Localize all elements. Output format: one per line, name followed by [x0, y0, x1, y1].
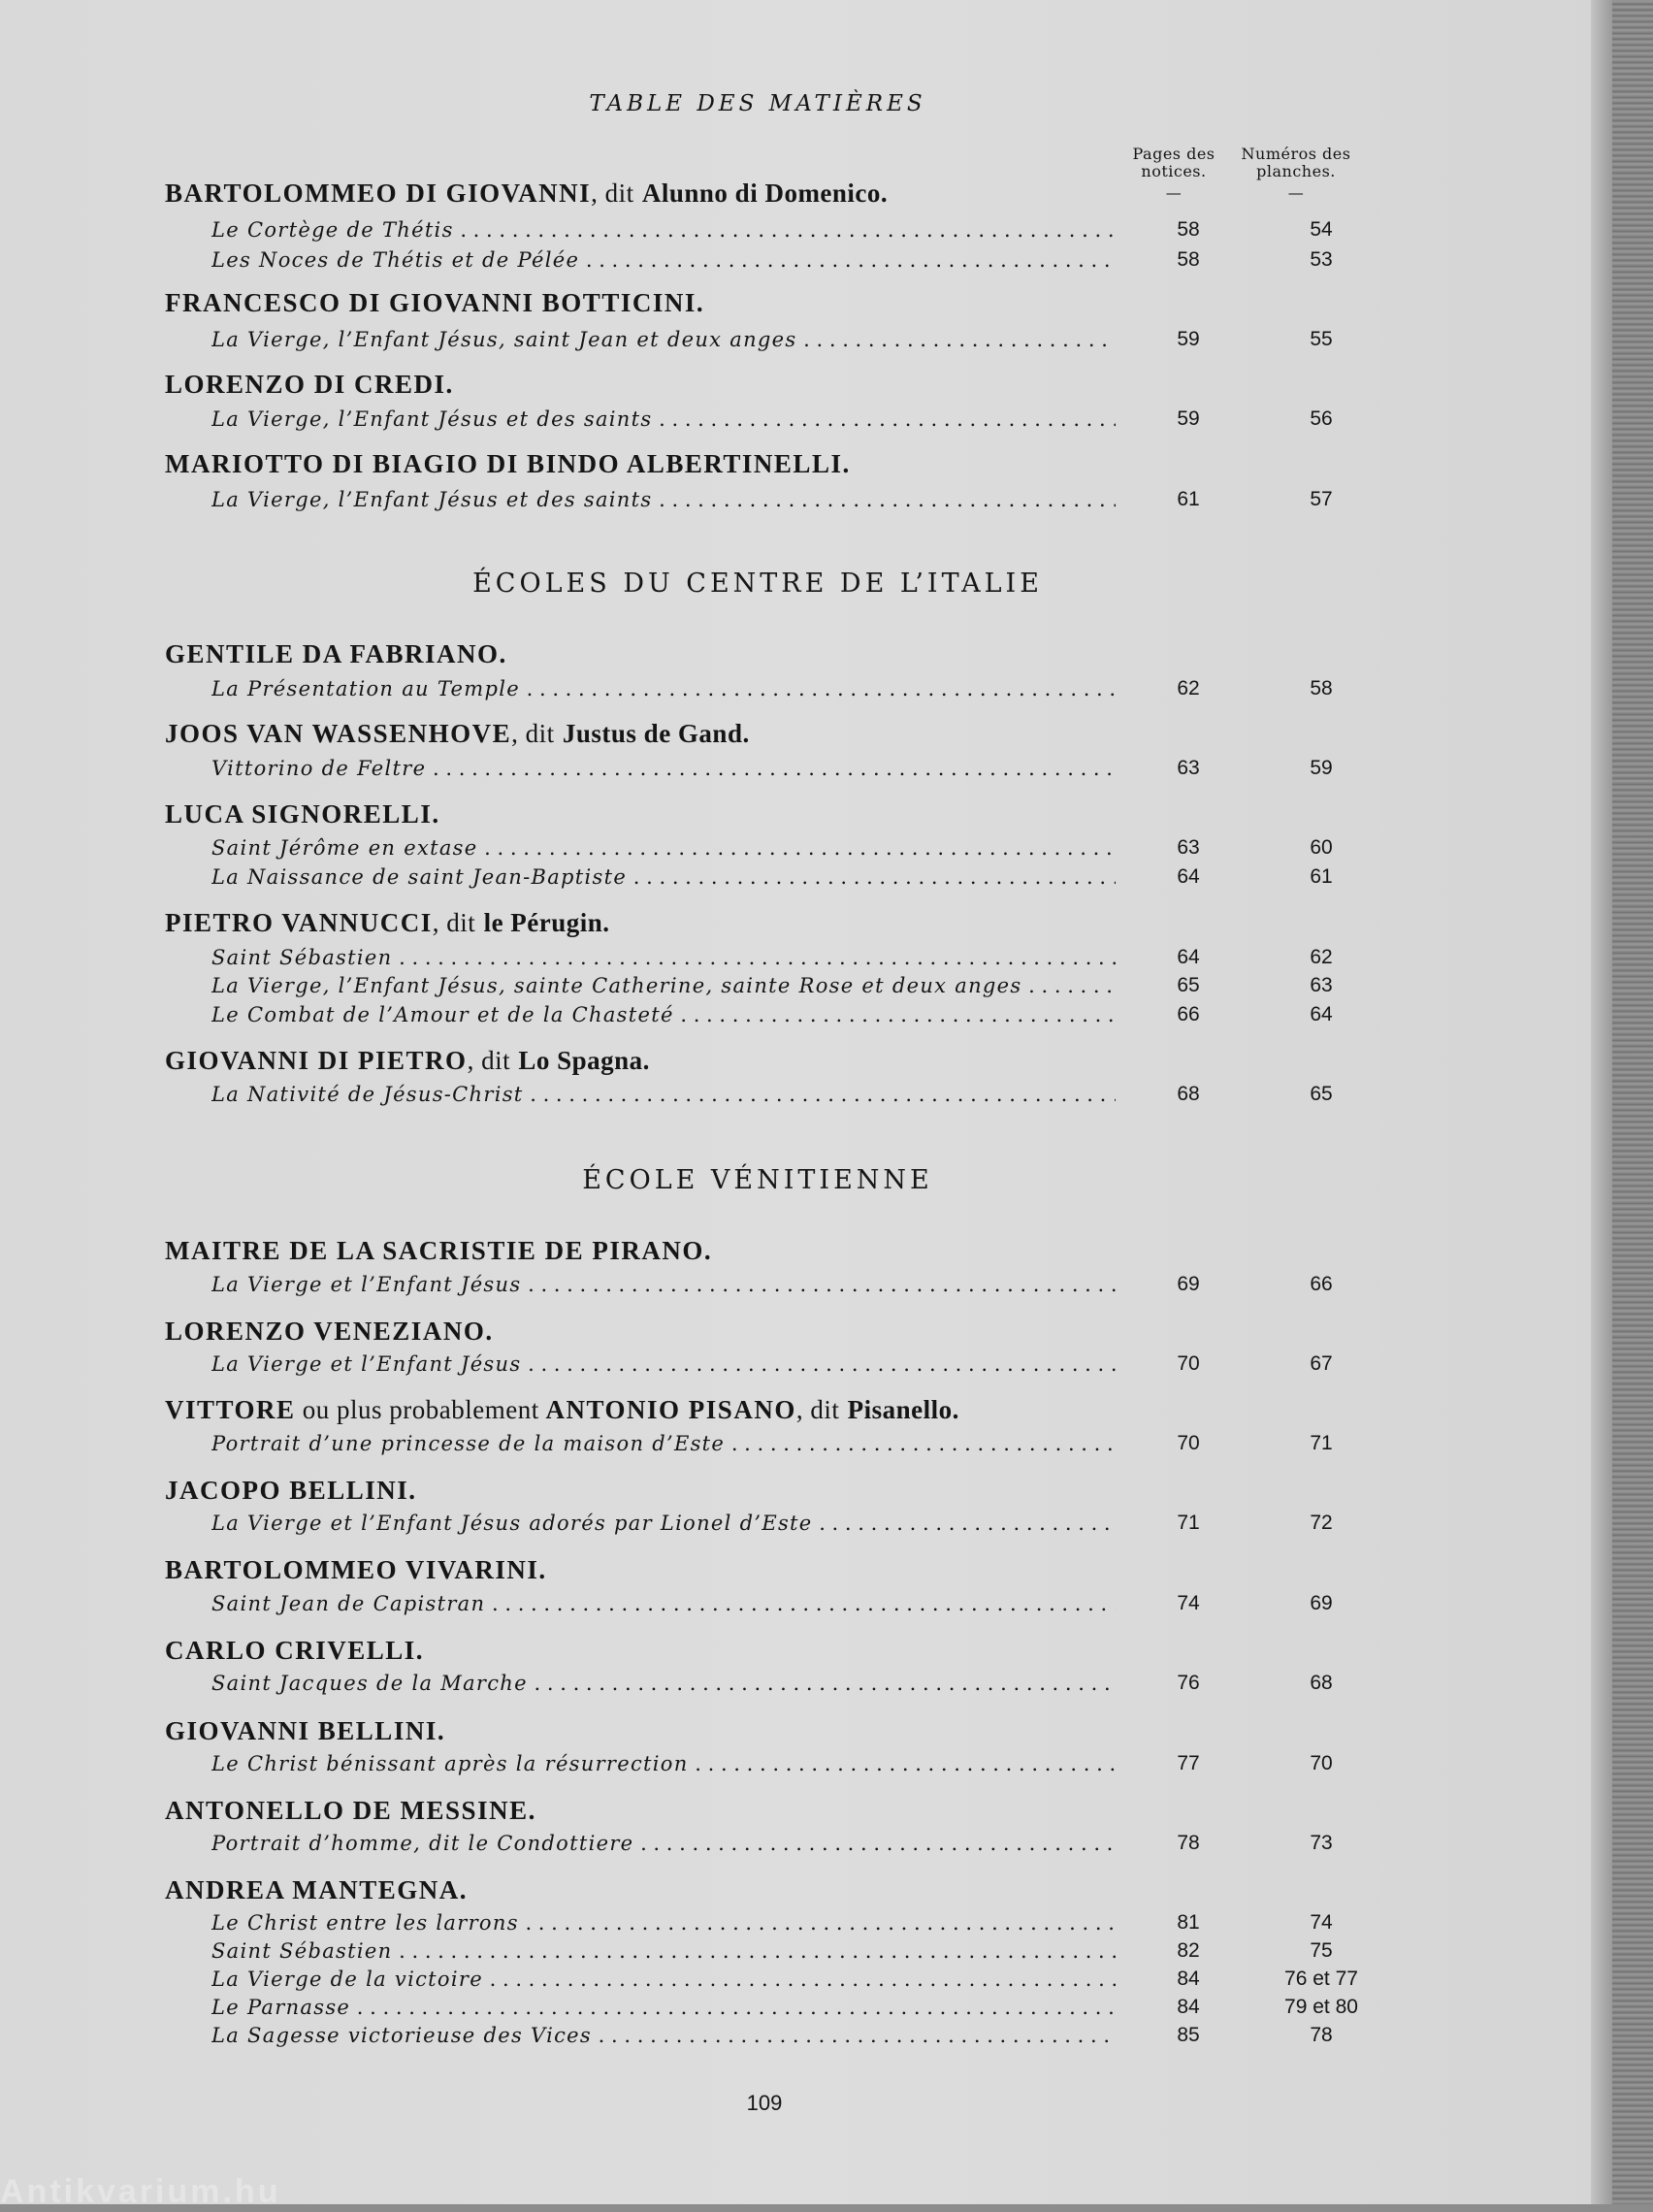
artist-name: MAITRE DE LA SACRISTIE DE PIRANO.	[165, 1236, 713, 1265]
entry-title: La Vierge, l’Enfant Jésus, saint Jean et deux anges . . .	[211, 328, 1116, 357]
entry-plate: 66	[1310, 1273, 1333, 1295]
toc-entry[interactable]	[211, 488, 1540, 517]
entry-page: 69	[1177, 1273, 1200, 1295]
artist-name: GIOVANNI BELLINI.	[165, 1716, 446, 1745]
entry-plate: 55	[1310, 328, 1333, 350]
toc-entry[interactable]	[211, 1432, 1540, 1461]
entry-title: Saint Sébastien . . .	[211, 1939, 1116, 1968]
entry-title: Saint Jacques de la Marche . . .	[211, 1672, 1116, 1701]
toc-entry[interactable]	[211, 1996, 1540, 2025]
entry-plate: 63	[1310, 974, 1333, 996]
entry-title: La Vierge, l’Enfant Jésus et des saints . . .	[211, 407, 1116, 437]
entry-title: Saint Jean de Capistran . . .	[211, 1592, 1116, 1621]
entry-page: 68	[1177, 1083, 1200, 1105]
page-number: 109	[746, 2091, 783, 2115]
entry-page: 77	[1177, 1752, 1200, 1774]
artist-heading	[165, 719, 750, 749]
entry-plate: 57	[1310, 488, 1333, 510]
artist-name: BARTOLOMMEO VIVARINI.	[165, 1555, 547, 1584]
artist-name: CARLO CRIVELLI.	[165, 1636, 425, 1665]
entry-page: 66	[1177, 1003, 1200, 1025]
entry-plate: 73	[1310, 1832, 1333, 1854]
artist-heading	[165, 1476, 417, 1506]
entry-plate: 60	[1310, 836, 1333, 859]
entry-title: Les Noces de Thétis et de Pélée . . .	[211, 248, 1116, 277]
artist-dit: , dit	[511, 719, 555, 748]
entry-page: 63	[1177, 757, 1200, 779]
toc-entry[interactable]	[211, 1752, 1540, 1781]
entry-plate: 72	[1310, 1512, 1333, 1534]
entry-plate: 74	[1310, 1911, 1333, 1934]
entry-title: La Vierge, l’Enfant Jésus et des saints . . .	[211, 488, 1116, 517]
entry-page: 65	[1177, 974, 1200, 996]
entry-title: La Vierge et l’Enfant Jésus . . .	[211, 1273, 1116, 1302]
toc-entry[interactable]	[211, 757, 1540, 786]
toc-entry[interactable]	[211, 974, 1540, 1003]
entry-plate: 70	[1310, 1752, 1333, 1774]
artist-name: GIOVANNI DI PIETRO	[165, 1046, 468, 1075]
entry-plate: 59	[1310, 757, 1333, 779]
toc-entry[interactable]	[211, 836, 1540, 865]
column-header-pages-label: Pages des notices.	[1132, 145, 1215, 180]
entry-plate: 53	[1310, 248, 1333, 271]
entry-plate: 71	[1310, 1432, 1333, 1454]
artist-name: LORENZO VENEZIANO.	[165, 1317, 494, 1346]
toc-entry[interactable]	[211, 677, 1540, 706]
entry-title: La Naissance de saint Jean-Baptiste . . .	[211, 865, 1116, 895]
artist-alias: Alunno di Domenico.	[641, 179, 889, 208]
entry-title: Portrait d’une princesse de la maison d’Este . . .	[211, 1432, 1116, 1461]
entry-title: La Présentation au Temple . . .	[211, 677, 1116, 706]
artist-connector: ou plus probablement	[295, 1395, 539, 1424]
toc-entry[interactable]	[211, 1911, 1540, 1940]
entry-page: 84	[1177, 1968, 1200, 1990]
column-header-dash: —	[1287, 183, 1305, 202]
entry-plate: 54	[1310, 218, 1333, 241]
entry-page: 74	[1177, 1592, 1200, 1614]
entry-title: La Vierge de la victoire . . .	[211, 1968, 1116, 1997]
toc-entry[interactable]	[211, 248, 1540, 277]
toc-entry[interactable]	[211, 407, 1540, 437]
toc-entry[interactable]	[211, 1003, 1540, 1032]
toc-entry[interactable]	[211, 1592, 1540, 1621]
artist-name: BARTOLOMMEO DI GIOVANNI	[165, 179, 592, 208]
artist-name: MARIOTTO DI BIAGIO DI BINDO ALBERTINELLI.	[165, 449, 851, 478]
toc-entry[interactable]	[211, 1512, 1540, 1541]
entry-page: 64	[1177, 865, 1200, 888]
entry-plate: 76 et 77	[1284, 1968, 1358, 1990]
entry-page: 63	[1177, 836, 1200, 859]
artist-dit: , dit	[467, 1046, 511, 1075]
entry-page: 85	[1177, 2024, 1200, 2046]
section-title: ÉCOLES DU CENTRE DE L’ITALIE	[472, 569, 1043, 599]
column-header-dash: —	[1165, 183, 1183, 202]
entry-page: 70	[1177, 1432, 1200, 1454]
artist-alias: Lo Spagna.	[518, 1046, 650, 1075]
artist-name: VITTORE	[165, 1395, 296, 1424]
entry-title: La Nativité de Jésus-Christ . . .	[211, 1083, 1116, 1112]
toc-entry[interactable]	[211, 1672, 1540, 1701]
artist-dit: , dit	[795, 1395, 840, 1424]
entry-page: 82	[1177, 1939, 1200, 1962]
entry-plate: 65	[1310, 1083, 1333, 1105]
entry-title: La Vierge, l’Enfant Jésus, sainte Catherine, sainte Rose et deux anges . . .	[211, 974, 1116, 1003]
artist-alias: Justus de Gand.	[562, 719, 750, 748]
artist-name: PIETRO VANNUCCI	[165, 908, 433, 937]
entry-page: 71	[1177, 1512, 1200, 1534]
column-header-pages	[1116, 146, 1232, 202]
entry-title: La Vierge et l’Enfant Jésus . . .	[211, 1352, 1116, 1382]
artist-heading	[165, 1395, 959, 1425]
entry-page: 58	[1177, 248, 1200, 271]
artist-heading	[165, 1875, 468, 1905]
entry-plate: 61	[1310, 865, 1333, 888]
artist-heading	[165, 288, 704, 318]
entry-page: 64	[1177, 946, 1200, 968]
entry-page: 59	[1177, 407, 1200, 430]
entry-plate: 69	[1310, 1592, 1333, 1614]
artist-heading	[165, 370, 454, 400]
entry-title: Le Combat de l’Amour et de la Chasteté . . .	[211, 1003, 1116, 1032]
entry-plate: 58	[1310, 677, 1333, 699]
entry-page: 78	[1177, 1832, 1200, 1854]
artist-name: GENTILE DA FABRIANO.	[165, 639, 507, 668]
page-binding-edge	[1591, 0, 1612, 2204]
artist-dit: , dit	[432, 908, 476, 937]
artist-heading	[165, 1796, 536, 1826]
toc-entry[interactable]	[211, 2024, 1540, 2053]
toc-entry[interactable]	[211, 946, 1540, 975]
entry-plate: 62	[1310, 946, 1333, 968]
toc-entry[interactable]	[211, 1939, 1540, 1968]
entry-page: 81	[1177, 1911, 1200, 1934]
column-header-plates-label: Numéros des planches.	[1241, 145, 1351, 180]
artist-name: ANDREA MANTEGNA.	[165, 1875, 469, 1904]
artist-heading	[165, 179, 888, 209]
entry-plate: 67	[1310, 1352, 1333, 1375]
entry-page: 76	[1177, 1672, 1200, 1694]
entry-title: La Sagesse victorieuse des Vices . . .	[211, 2024, 1116, 2053]
artist-name: JACOPO BELLINI.	[165, 1476, 417, 1505]
entry-title: Le Cortège de Thétis . . .	[211, 218, 1116, 247]
column-header-plates	[1230, 146, 1362, 202]
artist-alias: le Pérugin.	[483, 908, 610, 937]
entry-plate: 68	[1310, 1672, 1333, 1694]
entry-title: Saint Sébastien . . .	[211, 946, 1116, 975]
toc-entry[interactable]	[211, 1832, 1540, 1861]
entry-page: 62	[1177, 677, 1200, 699]
entry-page: 59	[1177, 328, 1200, 350]
artist-name: LUCA SIGNORELLI.	[165, 799, 440, 829]
artist-heading	[165, 908, 610, 938]
entry-title: Le Christ bénissant après la résurrection . . .	[211, 1752, 1116, 1781]
entry-title: La Vierge et l’Enfant Jésus adorés par Lionel d’Este . . .	[211, 1512, 1116, 1541]
artist-heading	[165, 1636, 424, 1666]
artist-heading	[165, 1046, 650, 1076]
background-fabric	[1612, 0, 1653, 2204]
entry-plate: 79 et 80	[1284, 1996, 1358, 2018]
section-title: ÉCOLE VÉNITIENNE	[582, 1165, 933, 1195]
artist-name: LORENZO DI CREDI.	[165, 370, 454, 399]
entry-title: Portrait d’homme, dit le Condottiere . . .	[211, 1832, 1116, 1861]
entry-plate: 56	[1310, 407, 1333, 430]
toc-entry[interactable]	[211, 865, 1540, 895]
toc-entry[interactable]	[211, 1968, 1540, 1997]
entry-page: 58	[1177, 218, 1200, 241]
artist-heading	[165, 449, 851, 479]
artist-heading	[165, 1317, 494, 1347]
watermark: Antikvarium.hu	[0, 2173, 281, 2210]
artist-name: FRANCESCO DI GIOVANNI BOTTICINI.	[165, 288, 705, 317]
entry-title: Le Christ entre les larrons . . .	[211, 1911, 1116, 1940]
artist-heading	[165, 799, 440, 830]
entry-page: 84	[1177, 1996, 1200, 2018]
toc-entry[interactable]	[211, 328, 1540, 357]
toc-entry[interactable]	[211, 1273, 1540, 1302]
artist-heading	[165, 1236, 712, 1266]
artist-name-alternate: ANTONIO PISANO	[545, 1395, 796, 1424]
entry-title: Vittorino de Feltre . . .	[211, 757, 1116, 786]
running-head: TABLE DES MATIÈRES	[589, 91, 926, 116]
toc-entry[interactable]	[211, 1083, 1540, 1112]
artist-heading	[165, 1555, 547, 1585]
entry-page: 61	[1177, 488, 1200, 510]
entry-title: Le Parnasse . . .	[211, 1996, 1116, 2025]
artist-name: JOOS VAN WASSENHOVE	[165, 719, 512, 748]
entry-title: Saint Jérôme en extase . . .	[211, 836, 1116, 865]
entry-plate: 78	[1310, 2024, 1333, 2046]
artist-name: ANTONELLO DE MESSINE.	[165, 1796, 536, 1825]
entry-plate: 64	[1310, 1003, 1333, 1025]
artist-heading	[165, 639, 507, 669]
toc-entry[interactable]	[211, 218, 1540, 247]
artist-alias: Pisanello.	[847, 1395, 959, 1424]
entry-page: 70	[1177, 1352, 1200, 1375]
entry-plate: 75	[1310, 1939, 1333, 1962]
artist-dit: , dit	[591, 179, 634, 208]
toc-entry[interactable]	[211, 1352, 1540, 1382]
artist-heading	[165, 1716, 445, 1746]
